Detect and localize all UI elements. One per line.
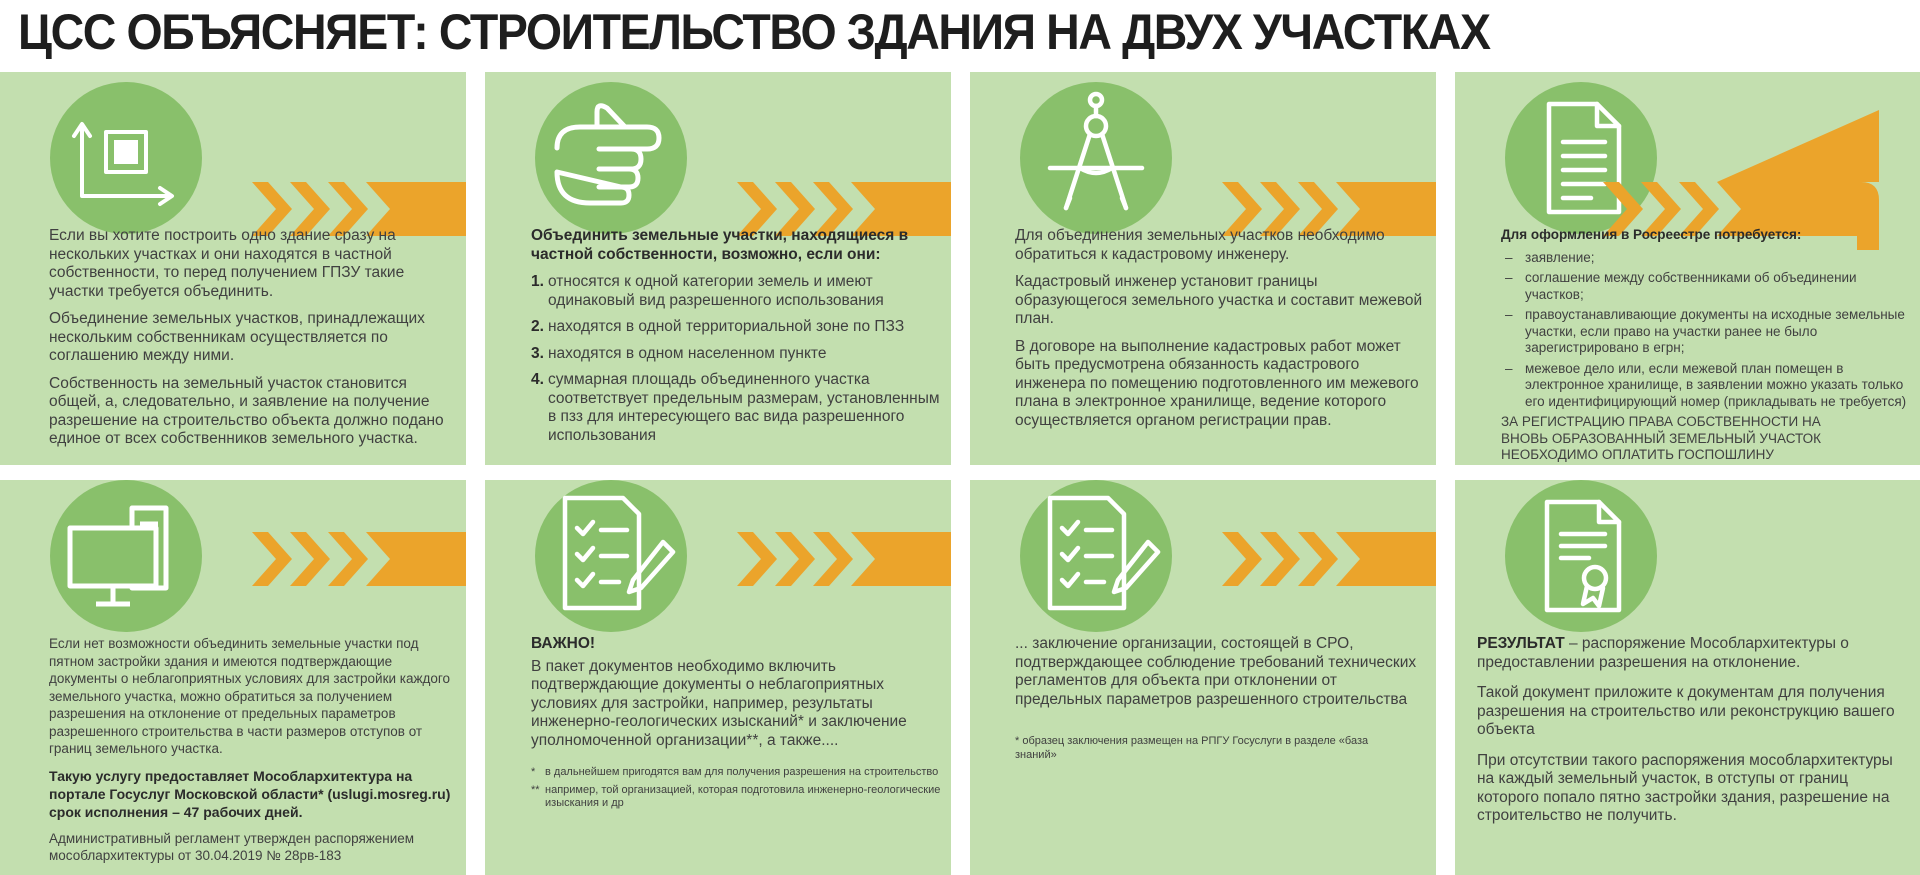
circle-badge — [50, 480, 202, 632]
computer-icon — [50, 480, 202, 632]
paragraph: Собственность на земельный участок становится общей, а, следовательно, и заявление на получение разрешение на строительство объекта должно подано единое от всех собственников земельного участка. — [49, 374, 444, 447]
conditions-list — [531, 273, 941, 445]
paragraph: Кадастровый инженер установит границы образующегося земельного участка и составит межевой план. — [1015, 273, 1423, 327]
footnotes — [531, 766, 941, 811]
requirements-list — [1501, 250, 1911, 411]
flow-arrow — [252, 532, 466, 586]
panel-3 — [970, 72, 1436, 465]
checklist-pen-icon — [535, 480, 687, 632]
list-item: 1. относятся к одной категории земель и имеют одинаковый вид разрешенного использования — [531, 273, 884, 309]
flow-arrow — [737, 532, 951, 586]
fee-notice: ЗА РЕГИСТРАЦИЮ ПРАВА СОБСТВЕННОСТИ НА ВНОВЬ ОБРАЗОВАННЫЙ ЗЕМЕЛЬНЫЙ УЧАСТОК НЕОБХОДИМО ОПЛАТИТЬ ГОСПОШЛИНУ — [1501, 414, 1822, 462]
list-item: 3. находятся в одном населенном пункте — [531, 344, 827, 362]
result-label: РЕЗУЛЬТАТ — [1477, 635, 1565, 652]
paragraph: ... заключение организации, состоящей в СРО, подтверждающее соблюдение требований технических регламентов для объекта при отклонении от предельных параметров разрешенного строительства — [1015, 635, 1417, 708]
footnote: * в дальнейшем пригодятся вам для получения разрешения на строительство — [531, 766, 939, 778]
circle-badge — [535, 82, 687, 234]
circle-badge — [50, 82, 202, 234]
result-paragraph — [1477, 635, 1913, 672]
panel-4 — [1455, 72, 1920, 465]
panel-7 — [970, 480, 1436, 875]
panel-4-text — [1501, 227, 1911, 465]
compass-icon — [1020, 82, 1172, 234]
panel-8 — [1455, 480, 1920, 875]
result-text: – распоряжение Мособлархитектуры о предоставлении разрешения на отклонение. — [1477, 635, 1849, 671]
panel-1 — [0, 72, 466, 465]
panel-6-text — [531, 635, 941, 811]
certificate-icon — [1505, 480, 1657, 632]
list-item: – соглашение между собственниками об объединении участков; — [1501, 270, 1911, 303]
panel-2-text — [531, 227, 941, 453]
list-item: 4. суммарная площадь объединенного участка соответствует предельным размерам, установленным в пзз для интересующего вас вида разрешенного использования — [531, 371, 940, 444]
paragraph: Для объединения земельных участков необходимо обратиться к кадастровому инженеру. — [1015, 227, 1385, 263]
paragraph: При отсутствии такого распоряжения мособлархитектуры на каждый земельный участок, в отступы от границ которого попало пятно застройки здания, разрешение на строительство не получить. — [1477, 751, 1893, 824]
circle-badge — [1505, 480, 1657, 632]
list-item: 2. находятся в одной территориальной зоне по ПЗЗ — [531, 318, 905, 335]
important-heading: ВАЖНО! — [531, 635, 596, 652]
panel-3-text — [1015, 227, 1425, 439]
footnote: * образец заключения размещен на РПГУ Госуслуги в разделе «база знаний» — [1015, 735, 1369, 761]
footnote: ** например, той организацией, которая подготовила инженерно-геологические изыскания и др — [531, 783, 941, 809]
paragraph: Такой документ приложите к документам для получения разрешения на строительство или реконструкцию вашего объекта — [1477, 684, 1895, 738]
circle-badge — [1020, 82, 1172, 234]
flow-arrow — [1222, 532, 1436, 586]
paragraph: В пакет документов необходимо включить подтверждающие документы о неблагоприятных условиях для застройки, например, результаты инженерно-геологических изысканий* и заключение уполномоченной организации**, а также.... — [531, 657, 907, 749]
pointing-hand-icon — [535, 82, 687, 234]
list-item: – заявление; — [1501, 250, 1911, 267]
page-title: ЦСС ОБЪЯСНЯЕТ: СТРОИТЕЛЬСТВО ЗДАНИЯ НА ДВУХ УЧАСТКАХ — [18, 4, 1490, 60]
list-item: – межевое дело или, если межевой план помещен в электронное хранилище, в заявлении можно указать только его идентифицирующий номер (прикладывать не требуется) — [1501, 361, 1911, 411]
list-item: – правоустанавливающие документы на исходные земельные участки, если право на участки ранее не было зарегистрировано в егрн; — [1501, 307, 1911, 357]
circle-badge — [535, 480, 687, 632]
paragraph: Если нет возможности объединить земельные участки под пятном застройки здания и имеются подтверждающие документы о неблагоприятных условиях для застройки каждого земельного участка, можно обратиться за получением разрешения на отклонение от предельных параметров разрешенного строительства в части размеров отступов от границ земельного участка. — [49, 636, 451, 756]
paragraph: Объединение земельных участков, принадлежащих нескольким собственникам осуществляется по соглашению между ними. — [49, 310, 425, 364]
panel-1-text — [49, 227, 449, 458]
panel-6 — [485, 480, 951, 875]
panel-8-text — [1477, 635, 1913, 835]
paragraph: Если вы хотите построить одно здание сразу на нескольких участках и они находятся в частной собственности, то перед получением ГПЗУ такие участки требуется объединить. — [49, 227, 405, 300]
panel-4-heading: Для оформления в Росреестре потребуется: — [1501, 227, 1802, 242]
service-info: Такую услугу предоставляет Мособлархитектура на портале Госуслуг Московской области* (uslugi.mosreg.ru) срок исполнения – 47 рабочих дней. — [49, 767, 451, 820]
panel-5 — [0, 480, 466, 875]
regulation-note: Административный регламент утвержден распоряжением мособлархитектуры от 30.04.2019 № 28рв-183 — [49, 830, 415, 863]
square-axes-icon — [50, 82, 202, 234]
paragraph: В договоре на выполнение кадастровых работ может быть предусмотрена обязанность кадастрового инженера по помещению подготовленного им межевого плана в электронное хранилище, ведение которого осуществляется органом регистрации прав. — [1015, 337, 1419, 429]
panel-2 — [485, 72, 951, 465]
checklist-pen-icon — [1020, 480, 1172, 632]
panel-2-heading: Объединить земельные участки, находящиеся в частной собственности, возможно, если они: — [531, 227, 909, 263]
circle-badge — [1020, 480, 1172, 632]
panel-7-text — [1015, 635, 1425, 771]
panel-5-text — [49, 635, 459, 874]
